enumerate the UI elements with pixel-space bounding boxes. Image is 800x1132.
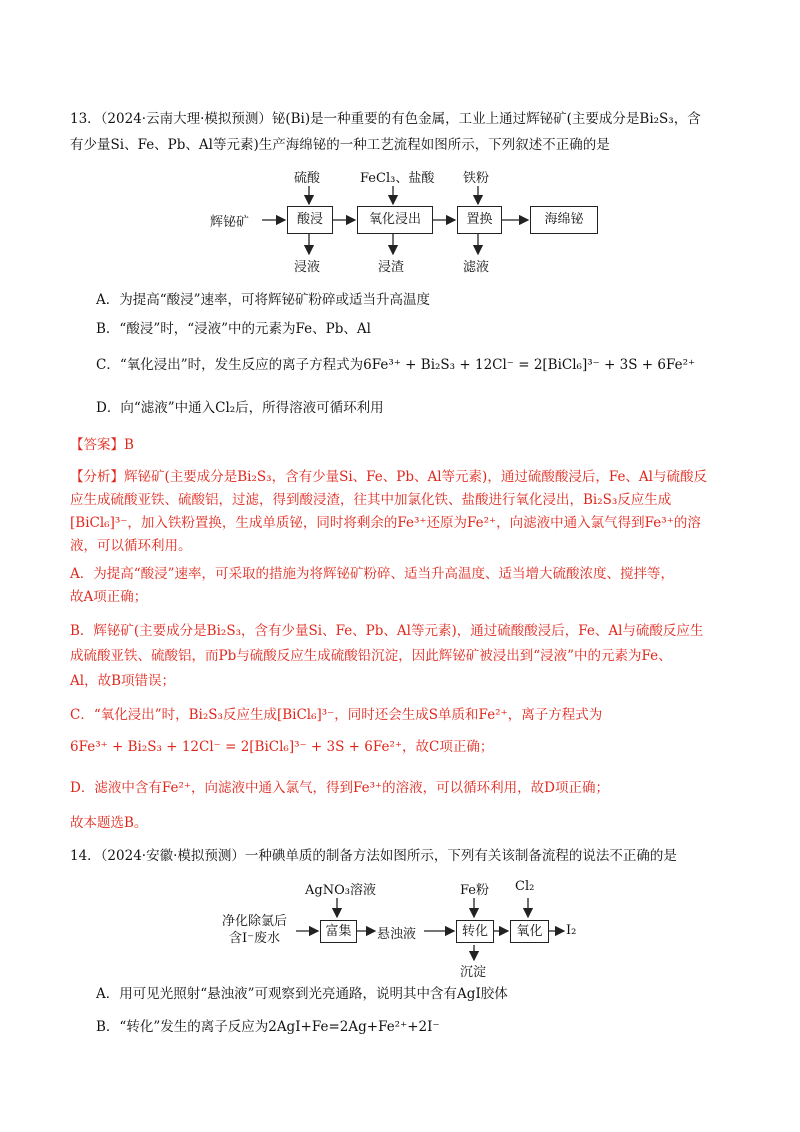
explanation-b-line: B．辉铋矿(主要成分是Bi₂S₃，含有少量Si、Fe、Pb、Al等元素)，通过硫酸酸浸后，Fe、Al与硫酸反应生 bbox=[70, 623, 704, 639]
flow-input-line: 净化除氯后 bbox=[222, 914, 288, 929]
q13-conclusion: 故本题选B。 bbox=[70, 815, 148, 831]
analysis-line: 【分析】辉铋矿(主要成分是Bi₂S₃，含有少量Si、Fe、Pb、Al等元素)，通过硫酸酸浸后，Fe、Al与硫酸反 bbox=[70, 469, 708, 485]
explanation-b-line: Al，故B项错误； bbox=[70, 673, 175, 689]
flow-input-wastewater bbox=[222, 913, 287, 947]
flow-reagent-agno3: AgNO₃溶液 bbox=[305, 883, 376, 898]
flow-step-oxidative-leach: 氧化浸出 bbox=[357, 206, 433, 234]
q13-answer: 【答案】B bbox=[70, 437, 134, 453]
q13-option-c: C．“氧化浸出”时，发生反应的离子方程式为6Fe³⁺ + Bi₂S₃ + 12Cl⁻ = 2[BiCl₆]³⁻ + 3S + 6Fe²⁺ bbox=[96, 357, 696, 373]
explanation-d-line: D．滤液中含有Fe²⁺，向滤液中通入氯气，得到Fe³⁺的溶液，可以循环利用，故D项正确； bbox=[70, 780, 609, 796]
flow-reagent-cl2: Cl₂ bbox=[515, 879, 535, 894]
analysis-line: 应生成硫酸亚铁、硫酸铝，过滤，得到酸浸渣，往其中加氯化铁、盐酸进行氧化浸出，Bi₂S₃反应生成 bbox=[70, 492, 672, 508]
flow-output-residue: 浸渣 bbox=[378, 260, 405, 275]
flow-byproduct-precipitate: 沉淀 bbox=[460, 965, 487, 980]
flow-reagent-sulfuric-acid: 硫酸 bbox=[294, 171, 321, 186]
q13-option-d: D．向“滤液”中通入Cl₂后，所得溶液可循环利用 bbox=[96, 400, 384, 416]
flow-product-iodine: I₂ bbox=[566, 923, 577, 938]
explanation-b-line: 成硫酸亚铁、硫酸铝，而Pb与硫酸反应生成硫酸铅沉淀，因此辉铋矿被浸出到“浸液”中的元素为Fe、 bbox=[70, 648, 672, 664]
flow-step-oxidation: 氧化 bbox=[510, 920, 549, 943]
q13-option-b: B．“酸浸”时，“浸液”中的元素为Fe、Pb、Al bbox=[96, 321, 371, 337]
explanation-c-line: 6Fe³⁺ + Bi₂S₃ + 12Cl⁻ = 2[BiCl₆]³⁻ + 3S + 6Fe²⁺，故C项正确； bbox=[70, 739, 494, 755]
q14-option-a: A．用可见光照射“悬浊液”可观察到光亮通路，说明其中含有AgI胶体 bbox=[96, 986, 508, 1002]
flow-reagent-fecl3-hcl: FeCl₃、盐酸 bbox=[360, 171, 435, 186]
q13-stem-line2: 有少量Si、Fe、Pb、Al等元素)生产海绵铋的一种工艺流程如图所示，下列叙述不正确的是 bbox=[70, 137, 610, 153]
q13-option-a: A．为提高“酸浸”速率，可将辉铋矿粉碎或适当升高温度 bbox=[96, 292, 431, 308]
analysis-line: 液，可以循环利用。 bbox=[70, 538, 192, 554]
flow-output-filtrate: 滤液 bbox=[463, 260, 490, 275]
flow-step-acid-leach: 酸浸 bbox=[287, 206, 333, 234]
flow-step-conversion: 转化 bbox=[456, 920, 494, 943]
flow-step-enrichment: 富集 bbox=[320, 920, 357, 943]
flow-intermediate-suspension: 悬浊液 bbox=[377, 927, 417, 942]
q14-option-b: B．“转化”发生的离子反应为2AgI+Fe=2Ag+Fe²⁺+2I⁻ bbox=[96, 1019, 440, 1035]
q14-stem-line1: 14．（2024·安徽·模拟预测）一种碘单质的制备方法如图所示，下列有关该制备流程的说法不正确的是 bbox=[70, 848, 677, 864]
flow-step-sponge-bismuth: 海绵铋 bbox=[530, 206, 598, 234]
flow-reagent-iron-powder: 铁粉 bbox=[463, 171, 490, 186]
q13-stem-line1: 13．（2024·云南大理·模拟预测）铋(Bi)是一种重要的有色金属，工业上通过辉铋矿(主要成分是Bi₂S₃，含 bbox=[70, 111, 701, 127]
flow-input-line: 含I⁻废水 bbox=[229, 931, 280, 946]
flow-input-label: 辉铋矿 bbox=[210, 215, 250, 230]
flow-output-leachate: 浸液 bbox=[294, 260, 321, 275]
flow-step-replacement: 置换 bbox=[457, 206, 502, 234]
explanation-a-line: 故A项正确； bbox=[70, 589, 148, 605]
flow-reagent-fe-powder: Fe粉 bbox=[460, 883, 490, 898]
analysis-line: [BiCl₆]³⁻，加入铁粉置换，生成单质铋，同时将剩余的Fe³⁺还原为Fe²⁺，向滤液中通入氯气得到Fe³⁺的溶 bbox=[70, 515, 701, 531]
explanation-c-line: C．“氧化浸出”时，Bi₂S₃反应生成[BiCl₆]³⁻，同时还会生成S单质和Fe²⁺，离子方程式为 bbox=[70, 707, 603, 723]
explanation-a-line: A．为提高“酸浸”速率，可采取的措施为将辉铋矿粉碎、适当升高温度、适当增大硫酸浓度、搅拌等， bbox=[70, 566, 675, 582]
